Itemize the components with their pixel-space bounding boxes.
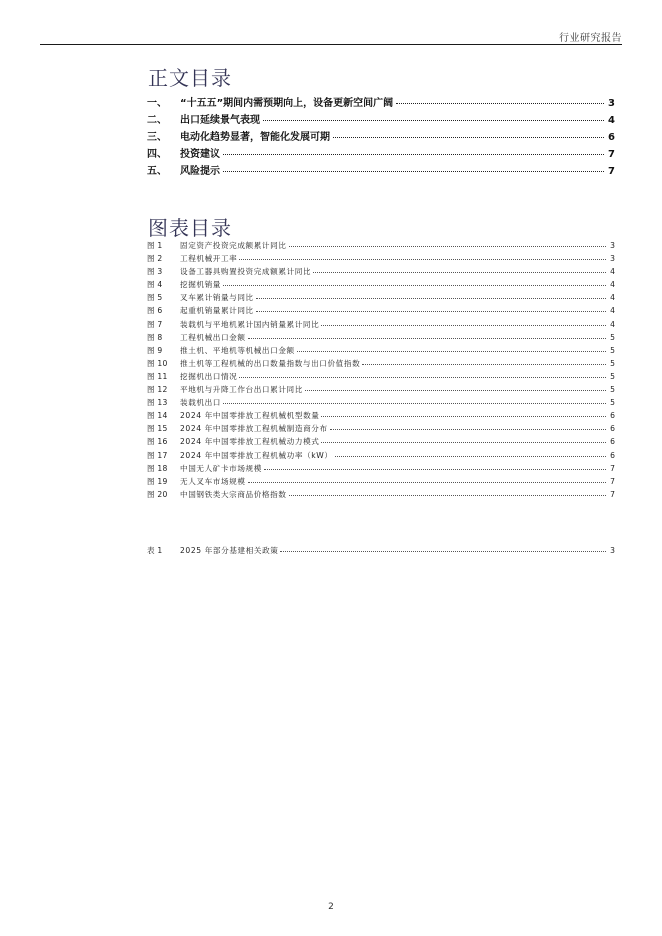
figure-entry-label: 中国钢铁类大宗商品价格指数 (180, 489, 287, 499)
figure-entry-number: 图 11 (147, 371, 168, 381)
figure-entry[interactable] (147, 423, 615, 436)
figure-entry[interactable] (147, 345, 615, 358)
dot-leader (223, 171, 604, 172)
toc-entry[interactable] (147, 94, 615, 111)
figure-entry-label: 推土机、平地机等机械出口金额 (180, 345, 295, 355)
figure-entry-label: 无人叉车市场规模 (180, 476, 246, 486)
figure-entry[interactable] (147, 305, 615, 318)
dot-leader (396, 103, 604, 104)
figure-entry-number: 图 7 (147, 319, 163, 329)
figure-entry[interactable] (147, 489, 615, 502)
report-type-label: 行业研究报告 (559, 33, 622, 44)
toc-entry[interactable] (147, 145, 615, 162)
toc-entry-page: 7 (608, 166, 615, 177)
figure-entry-label: 固定资产投资完成额累计同比 (180, 241, 287, 250)
dot-leader (263, 120, 604, 121)
figure-entry-number: 图 19 (147, 476, 168, 486)
table-entry-page: 3 (610, 546, 615, 555)
figure-entry-page: 7 (610, 489, 615, 499)
figure-entry-page: 5 (610, 398, 615, 408)
figure-entry[interactable] (147, 463, 615, 476)
dot-leader (239, 259, 606, 260)
figure-entry-label: 装载机与平地机累计国内销量累计同比 (180, 319, 320, 329)
figure-entry[interactable] (147, 253, 615, 266)
figure-entry-page: 7 (610, 476, 615, 486)
figure-entry-label: 2024 年中国零排放工程机械动力模式 (180, 437, 320, 447)
figure-entry-label: 挖掘机销量 (180, 280, 221, 290)
figure-entry-label: 中国无人矿卡市场规模 (180, 463, 262, 473)
figure-entry[interactable] (147, 319, 615, 332)
figure-entry-label: 2024 年中国零排放工程机械机型数量 (180, 411, 320, 421)
figure-entry-label: 挖掘机出口情况 (180, 371, 238, 381)
dot-leader (248, 482, 606, 483)
figure-entry-label: 叉车累计销量与同比 (180, 293, 254, 303)
dot-leader (223, 154, 604, 155)
toc-entry-number: 三、 (147, 132, 167, 143)
dot-leader (248, 338, 606, 339)
dot-leader (297, 351, 606, 352)
figure-entry-number: 图 15 (147, 424, 168, 434)
toc-entry-number: 四、 (147, 149, 167, 160)
figure-entry-page: 5 (610, 371, 615, 381)
figure-entry-number: 图 14 (147, 411, 168, 421)
figure-entry-number: 图 20 (147, 489, 168, 499)
figure-entry-number: 图 18 (147, 463, 168, 473)
figure-entry[interactable] (147, 397, 615, 410)
figure-entry-number: 图 4 (147, 280, 163, 290)
figure-entry[interactable] (147, 240, 615, 253)
figure-toc-title: 图表目录 (148, 216, 232, 240)
figure-entry-number: 图 9 (147, 345, 163, 355)
dot-leader (335, 456, 606, 457)
dot-leader (264, 469, 606, 470)
dot-leader (321, 325, 606, 326)
dot-leader (223, 285, 606, 286)
figure-entry-page: 5 (610, 385, 615, 395)
figure-entry-page: 5 (610, 345, 615, 355)
figure-entry-page: 4 (610, 319, 615, 329)
figure-entry[interactable] (147, 279, 615, 292)
toc-entry-label: 出口延续景气表现 (180, 115, 260, 126)
dot-leader (256, 311, 606, 312)
figure-entry-number: 图 13 (147, 398, 168, 408)
table-entry[interactable] (147, 545, 615, 558)
toc-entry-number: 五、 (147, 166, 167, 177)
figure-entry[interactable] (147, 384, 615, 397)
figure-entry-label: 2024 年中国零排放工程机械功率（kW） (180, 450, 333, 460)
toc-entry-page: 6 (608, 132, 615, 143)
toc-entry-label: 风险提示 (180, 166, 220, 177)
figure-entry-page: 6 (610, 450, 615, 460)
dot-leader (239, 377, 606, 378)
figure-entry-number: 图 2 (147, 254, 163, 264)
dot-leader (362, 364, 606, 365)
figure-entry-page: 5 (610, 332, 615, 342)
dot-leader (223, 403, 606, 404)
figure-entry-number: 图 12 (147, 385, 168, 395)
figure-entry-label: 工程机械开工率 (180, 254, 238, 264)
figure-entry-number: 图 3 (147, 267, 163, 277)
dot-leader (313, 272, 606, 273)
dot-leader (289, 495, 606, 496)
dot-leader (321, 442, 606, 443)
figure-entry-label: 装载机出口 (180, 398, 221, 408)
figure-entry-number: 图 5 (147, 293, 163, 303)
figure-entry[interactable] (147, 266, 615, 279)
figure-entry-label: 起重机销量累计同比 (180, 306, 254, 316)
figure-entry-label: 2024 年中国零排放工程机械制造商分布 (180, 424, 328, 434)
figure-entry-page: 4 (610, 267, 615, 277)
table-toc-list (147, 545, 615, 558)
figure-entry[interactable] (147, 476, 615, 489)
dot-leader (256, 298, 606, 299)
toc-entry-page: 4 (608, 115, 615, 126)
toc-entry[interactable] (147, 111, 615, 128)
dot-leader (321, 416, 606, 417)
figure-entry-page: 7 (610, 463, 615, 473)
figure-entry-label: 设备工器具购置投资完成额累计同比 (180, 267, 312, 277)
figure-entry[interactable] (147, 292, 615, 305)
toc-entry-label: “十五五”期间内需预期向上，设备更新空间广阔 (180, 98, 394, 109)
toc-entry[interactable] (147, 128, 615, 145)
dot-leader (305, 390, 606, 391)
figure-entry-page: 4 (610, 293, 615, 303)
toc-entry-label: 电动化趋势显著，智能化发展可期 (180, 132, 330, 143)
figure-entry[interactable] (147, 358, 615, 371)
figure-entry-page: 5 (610, 358, 615, 368)
figure-entry-number: 图 17 (147, 450, 168, 460)
main-toc-title: 正文目录 (148, 66, 232, 90)
figure-entry-label: 推土机等工程机械的出口数量指数与出口价值指数 (180, 358, 361, 368)
figure-entry-page: 4 (610, 306, 615, 316)
figure-entry-page: 3 (610, 254, 615, 264)
toc-entry-page: 3 (608, 98, 615, 109)
toc-entry[interactable] (147, 162, 615, 179)
table-entry-number: 表 1 (147, 546, 163, 555)
figure-entry-page: 6 (610, 437, 615, 447)
figure-toc-list (147, 240, 615, 502)
figure-entry-page: 4 (610, 280, 615, 290)
table-entry-label: 2025 年部分基建相关政策 (180, 546, 279, 555)
dot-leader (280, 551, 606, 552)
figure-entry-page: 6 (610, 411, 615, 421)
figure-entry-number: 图 6 (147, 306, 163, 316)
figure-entry-number: 图 1 (147, 241, 163, 250)
toc-entry-page: 7 (608, 149, 615, 160)
dot-leader (289, 246, 606, 247)
toc-entry-label: 投资建议 (180, 149, 220, 160)
figure-entry-label: 平地机与升降工作台出口累计同比 (180, 385, 303, 395)
main-toc-list (147, 94, 615, 179)
figure-entry-label: 工程机械出口金额 (180, 332, 246, 342)
figure-entry[interactable] (147, 332, 615, 345)
figure-entry[interactable] (147, 371, 615, 384)
toc-entry-number: 一、 (147, 98, 167, 109)
figure-entry-number: 图 10 (147, 358, 168, 368)
figure-entry-number: 图 16 (147, 437, 168, 447)
figure-entry-page: 3 (610, 241, 615, 250)
toc-entry-number: 二、 (147, 115, 167, 126)
page-number: 2 (328, 902, 334, 912)
dot-leader (333, 137, 604, 138)
figure-entry[interactable] (147, 436, 615, 449)
figure-entry-number: 图 8 (147, 332, 163, 342)
figure-entry[interactable] (147, 410, 615, 423)
figure-entry[interactable] (147, 450, 615, 463)
dot-leader (330, 429, 606, 430)
header-divider (40, 44, 622, 45)
figure-entry-page: 6 (610, 424, 615, 434)
